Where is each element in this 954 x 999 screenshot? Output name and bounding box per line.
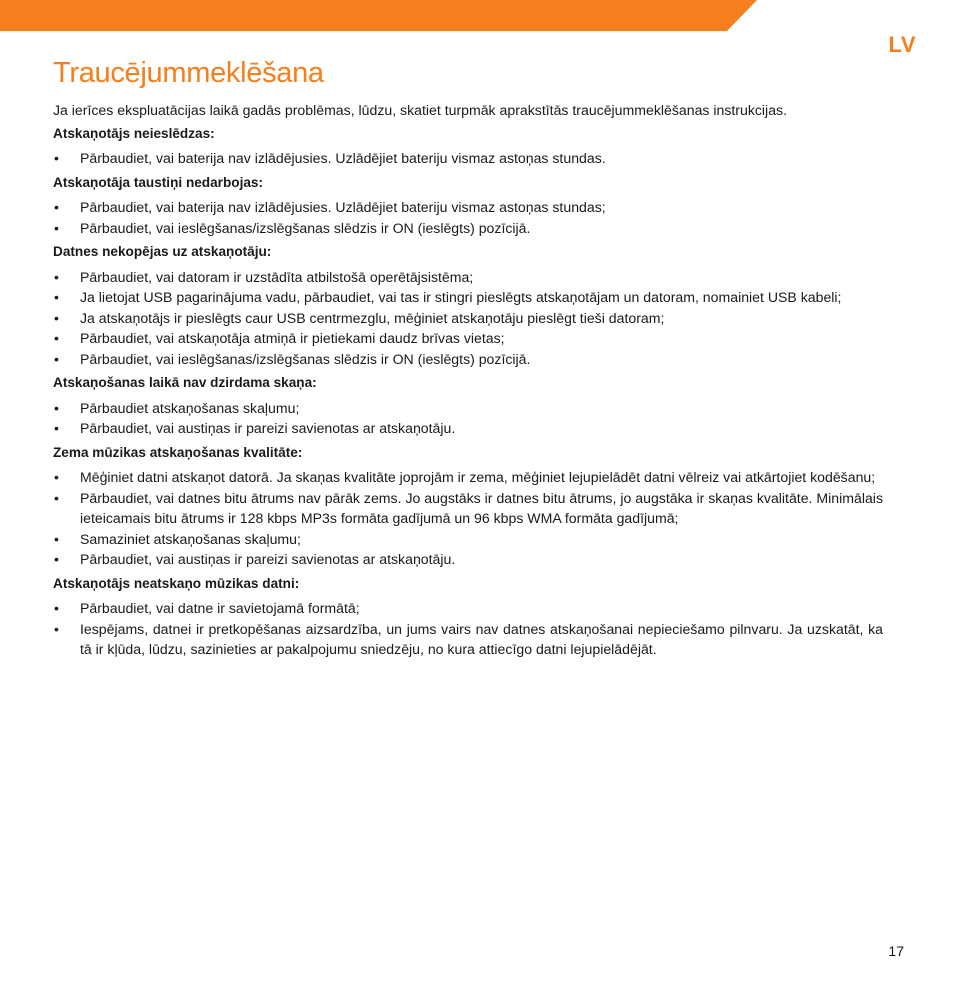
list-item-text: Pārbaudiet, vai datoram ir uzstādīta atbilstošā operētājsistēma;: [80, 268, 474, 285]
bullet-icon: •: [54, 330, 59, 346]
bullet-icon: •: [54, 489, 59, 506]
list-item-text: Pārbaudiet, vai austiņas ir pareizi savienotas ar atskaņotāju.: [80, 420, 456, 436]
list-item-text: Pārbaudiet, vai ieslēgšanas/izslēgšanas slēdzis ir ON (ieslēgts) pozīcijā.: [80, 350, 531, 367]
list-item-text: Pārbaudiet, vai ieslēgšanas/izslēgšanas slēdzis ir ON (ieslēgts) pozīcijā.: [80, 219, 531, 236]
list-item: [53, 418, 883, 439]
bullet-list: [53, 598, 883, 660]
bullet-list: [53, 148, 883, 169]
bullet-icon: •: [54, 399, 59, 416]
section-file-not-playing: [53, 574, 883, 660]
bullet-icon: •: [54, 551, 59, 567]
list-item: [53, 619, 883, 660]
section-heading: Datnes nekopējas uz atskaņotāju:: [53, 244, 272, 259]
bullet-icon: •: [54, 620, 59, 637]
section-files-not-copying: [53, 242, 883, 369]
list-item-text: Pārbaudiet, vai atskaņotāja atmiņā ir pietiekami daudz brīvas vietas;: [80, 330, 505, 346]
bullet-icon: •: [54, 530, 59, 547]
bullet-list: [53, 197, 883, 238]
list-item: [53, 598, 883, 619]
bullet-icon: •: [54, 469, 59, 485]
list-item: [53, 549, 883, 570]
language-badge: LV: [888, 32, 916, 57]
section-heading: Atskaņotāja taustiņi nedarbojas:: [53, 174, 263, 190]
page-number: 17: [888, 943, 904, 959]
list-item-text: Mēģiniet datni atskaņot datorā. Ja skaņas kvalitāte joprojām ir zema, mēģiniet lejupielādēt datni vēlreiz vai atkārtojiet kodēšanu;: [80, 469, 876, 485]
list-item-text: Ja lietojat USB pagarinājuma vadu, pārbaudiet, vai tas ir stingri pieslēgts atskaņotājam un datoram, nomainiet USB kabeli;: [80, 289, 842, 305]
header-accent-bar: [0, 0, 954, 31]
list-item: [53, 488, 883, 529]
list-item: [53, 398, 883, 419]
bullet-icon: •: [54, 350, 59, 367]
list-item-text: Pārbaudiet, vai austiņas ir pareizi savienotas ar atskaņotāju.: [80, 551, 456, 567]
section-buttons-not-working: [53, 173, 883, 239]
list-item: [53, 287, 883, 308]
list-item-text: Ja atskaņotājs ir pieslēgts caur USB centrmezglu, mēģiniet atskaņotāju pieslēgt tieši datoram;: [80, 309, 665, 326]
document-body: [53, 100, 883, 664]
list-item-text: Pārbaudiet, vai baterija nav izlādējusies. Uzlādējiet bateriju vismaz astoņas stundas.: [80, 150, 606, 166]
bullet-icon: •: [54, 289, 59, 305]
list-item-text: Iespējams, datnei ir pretkopēšanas aizsardzība, un jums vairs nav datnes atskaņošanai nepieciešamo pilnvaru. Ja uzskatāt, ka tā ir kļūda, lūdzu, sazinieties ar pakalpojumu sniedzēju, no kura attiecīgo datni lejupielādējāt.: [80, 620, 883, 657]
section-heading: Zema mūzikas atskaņošanas kvalitāte:: [53, 444, 303, 460]
bullet-list: [53, 398, 883, 439]
page-title: Traucējummeklēšana: [53, 57, 324, 89]
list-item: [53, 308, 883, 329]
list-item: [53, 349, 883, 370]
bullet-icon: •: [54, 219, 59, 236]
list-item: [53, 148, 883, 169]
bullet-icon: •: [54, 150, 59, 166]
bullet-list: [53, 467, 883, 570]
list-item-text: Pārbaudiet atskaņošanas skaļumu;: [80, 399, 300, 416]
bullet-icon: •: [54, 309, 59, 326]
section-heading: Atskaņošanas laikā nav dzirdama skaņa:: [53, 375, 317, 390]
list-item-text: Pārbaudiet, vai datnes bitu ātrums nav pārāk zems. Jo augstāks ir datnes bitu ātrums, jo augstāka ir skaņas kvalitāte. Minimālais ieteicamais bitu ātrums ir 128 kbps MP3s formāta gadījumā un 96 kbps WMA formāta gadījumā;: [80, 489, 883, 526]
section-heading: Atskaņotājs neieslēdzas:: [53, 125, 215, 141]
section-heading: Atskaņotājs neatskaņo mūzikas datni:: [53, 575, 300, 591]
section-player-wont-turn-on: [53, 124, 883, 169]
bullet-icon: •: [54, 600, 59, 616]
list-item: [53, 328, 883, 349]
list-item-text: Pārbaudiet, vai baterija nav izlādējusies. Uzlādējiet bateriju vismaz astoņas stundas;: [80, 199, 606, 215]
list-item: [53, 467, 883, 488]
list-item: [53, 267, 883, 288]
list-item-text: Samaziniet atskaņošanas skaļumu;: [80, 530, 301, 547]
bullet-list: [53, 267, 883, 370]
section-no-sound: [53, 373, 883, 439]
section-low-quality: [53, 443, 883, 570]
bullet-icon: •: [54, 420, 59, 436]
list-item: [53, 529, 883, 550]
intro-paragraph: Ja ierīces ekspluatācijas laikā gadās problēmas, lūdzu, skatiet turpmāk aprakstītās traucējummeklēšanas instrukcijas.: [53, 102, 787, 118]
list-item-text: Pārbaudiet, vai datne ir savietojamā formātā;: [80, 600, 360, 616]
list-item: [53, 197, 883, 218]
bullet-icon: •: [54, 199, 59, 215]
bullet-icon: •: [54, 268, 59, 285]
list-item: [53, 218, 883, 239]
